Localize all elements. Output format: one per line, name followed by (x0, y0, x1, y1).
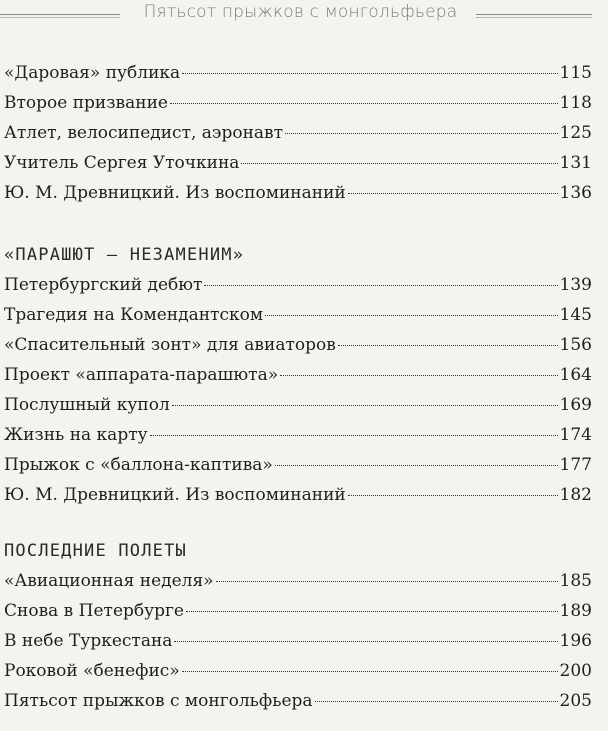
toc-entry (4, 480, 592, 510)
dot-leader (170, 103, 558, 104)
dot-leader (186, 611, 558, 612)
toc-entry (4, 360, 592, 390)
header-rule-right (476, 14, 592, 18)
toc-entry-title: «Спасительный зонт» для авиаторов (4, 335, 336, 355)
toc-group-2 (4, 240, 592, 510)
toc-entry-title: Учитель Сергея Уточкина (4, 153, 240, 173)
running-header (0, 0, 608, 28)
toc-entry-title: Пятьсот прыжков с монгольфьера (4, 691, 313, 711)
toc-entry (4, 178, 592, 208)
dot-leader (150, 435, 558, 436)
toc-entry (4, 330, 592, 360)
running-header-title: Пятьсот прыжков с монгольфьера (143, 2, 458, 22)
toc-entry (4, 686, 592, 716)
toc-entry-page: 125 (559, 123, 592, 143)
toc-entry-title: В небе Туркестана (4, 631, 173, 651)
toc-entry-title: Ю. М. Древницкий. Из воспоминаний (4, 485, 346, 505)
group-spacer (4, 510, 592, 536)
toc-entry-page: 185 (559, 571, 592, 591)
dot-leader (275, 465, 558, 466)
toc-entry (4, 390, 592, 420)
toc-entry-page: 139 (559, 275, 592, 295)
dot-leader (216, 581, 558, 582)
toc-entry-page: 136 (559, 183, 592, 203)
toc-entry-page: 189 (559, 601, 592, 621)
dot-leader (315, 701, 558, 702)
toc-entry-title: Петербургский дебют (4, 275, 203, 295)
toc-entry (4, 118, 592, 148)
dot-leader (172, 405, 558, 406)
dot-leader (265, 315, 557, 316)
toc-entry-page: 182 (559, 485, 592, 505)
toc-entry (4, 656, 592, 686)
toc-entry-title: Прыжок с «баллона-каптива» (4, 455, 273, 475)
toc-entry-page: 174 (559, 425, 592, 445)
toc-entry-title: Трагедия на Комендантском (4, 305, 264, 325)
header-rule-left (0, 14, 120, 18)
toc-entry-page: 164 (559, 365, 592, 385)
toc-entry-page: 196 (559, 631, 592, 651)
toc-entry (4, 300, 592, 330)
dot-leader (348, 495, 558, 496)
toc-entry-title: Жизнь на карту (4, 425, 148, 445)
dot-leader (204, 285, 557, 286)
dot-leader (182, 671, 558, 672)
toc-entry-page: 205 (559, 691, 592, 711)
toc-entry-title: «Даровая» публика (4, 63, 181, 83)
toc-entry-page: 115 (559, 63, 592, 83)
toc-entry-title: Второе призвание (4, 93, 168, 113)
group-spacer (4, 208, 592, 240)
toc-entry (4, 450, 592, 480)
toc-entry-title: Послушный купол (4, 395, 170, 415)
section-heading: «ПАРАШЮТ – НЕЗАМЕНИМ» (4, 245, 245, 265)
toc-entry-title: Роковой «бенефис» (4, 661, 180, 681)
toc-entry-page: 177 (559, 455, 592, 475)
toc-entry-page: 200 (559, 661, 592, 681)
toc-entry-title: «Авиационная неделя» (4, 571, 214, 591)
toc-entry (4, 566, 592, 596)
toc-entry (4, 88, 592, 118)
toc-entry-page: 118 (559, 93, 592, 113)
toc-group-1 (4, 58, 592, 208)
toc-entry-page: 131 (559, 153, 592, 173)
section-heading: ПОСЛЕДНИЕ ПОЛЕТЫ (4, 541, 187, 561)
toc-entry-page: 156 (559, 335, 592, 355)
dot-leader (280, 375, 557, 376)
toc-group-3 (4, 536, 592, 716)
toc-entry (4, 626, 592, 656)
toc-entry-title: Ю. М. Древницкий. Из воспоминаний (4, 183, 346, 203)
toc-entry (4, 58, 592, 88)
dot-leader (348, 193, 558, 194)
dot-leader (338, 345, 558, 346)
dot-leader (174, 641, 557, 642)
toc-entry (4, 420, 592, 450)
toc-entry (4, 596, 592, 626)
dot-leader (182, 73, 557, 74)
toc-entry-page: 169 (559, 395, 592, 415)
toc-entry-page: 145 (559, 305, 592, 325)
dot-leader (241, 163, 557, 164)
toc-entry-title: Проект «аппарата-парашюта» (4, 365, 279, 385)
dot-leader (285, 133, 558, 134)
toc-entry-title: Атлет, велосипедист, аэронавт (4, 123, 284, 143)
toc-entry (4, 148, 592, 178)
toc-entry-title: Снова в Петербурге (4, 601, 184, 621)
table-of-contents (4, 58, 592, 716)
toc-entry (4, 270, 592, 300)
